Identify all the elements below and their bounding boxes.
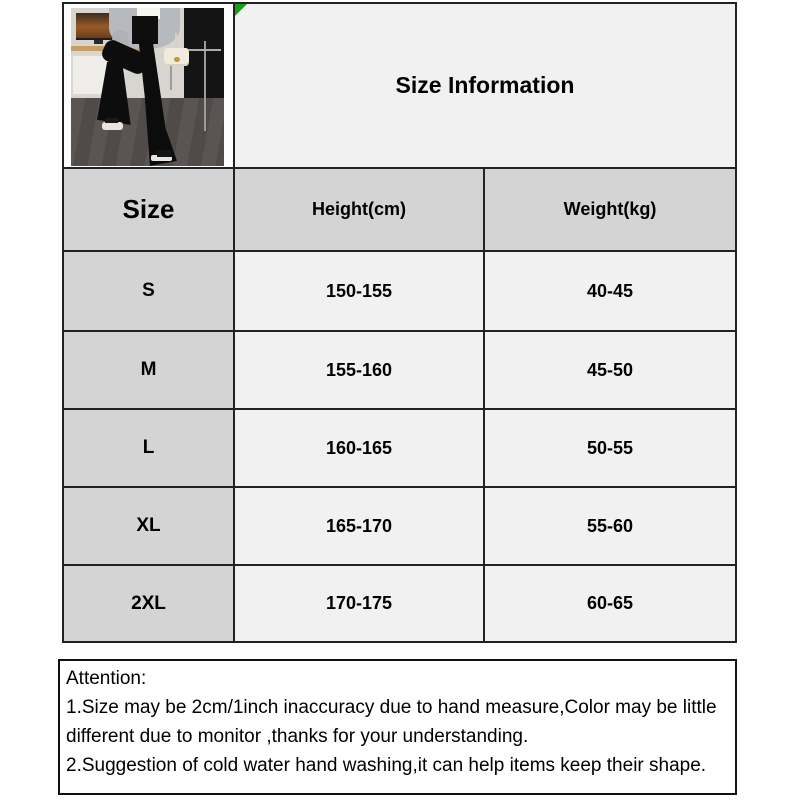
photo-rack-pole-shape xyxy=(204,41,206,131)
page-title: Size Information xyxy=(395,72,575,98)
column-header-weight: Weight(kg) xyxy=(484,168,736,251)
photo-bag-chain-shape xyxy=(175,33,177,49)
table-header-row xyxy=(63,168,736,251)
size-cell: XL xyxy=(63,487,234,565)
table-row-m xyxy=(63,331,736,409)
weight-cell: 40-45 xyxy=(484,251,736,331)
photo-shoe-strap-shape xyxy=(105,118,119,123)
size-cell: 2XL xyxy=(63,565,234,642)
column-header-height: Height(cm) xyxy=(234,168,484,251)
table-row-s xyxy=(63,251,736,331)
height-cell: 170-175 xyxy=(234,565,484,642)
column-header-size: Size xyxy=(63,168,234,251)
table-row-2xl xyxy=(63,565,736,642)
product-photo xyxy=(71,8,224,166)
weight-cell: 50-55 xyxy=(484,409,736,487)
size-cell: L xyxy=(63,409,234,487)
photo-bag-clasp-shape xyxy=(174,57,180,62)
table-row-l xyxy=(63,409,736,487)
photo-shoe-toe-shape xyxy=(157,150,172,156)
weight-cell: 55-60 xyxy=(484,487,736,565)
size-information-table xyxy=(62,2,737,643)
height-cell: 150-155 xyxy=(234,251,484,331)
size-cell: S xyxy=(63,251,234,331)
attention-line-1: 1.Size may be 2cm/1inch inaccuracy due to hand measure,Color may be little xyxy=(66,697,717,718)
attention-heading: Attention: xyxy=(66,668,147,689)
photo-tv-stand-shape xyxy=(94,40,103,45)
weight-cell: 45-50 xyxy=(484,331,736,409)
weight-cell: 60-65 xyxy=(484,565,736,642)
attention-note-box xyxy=(58,659,737,795)
attention-line-1-cont: different due to monitor ,thanks for your understanding. xyxy=(66,726,529,747)
size-cell: M xyxy=(63,331,234,409)
height-cell: 155-160 xyxy=(234,331,484,409)
height-cell: 160-165 xyxy=(234,409,484,487)
green-corner-marker-icon xyxy=(235,4,247,16)
product-photo-cell xyxy=(63,3,234,168)
table-title-cell xyxy=(234,3,736,168)
photo-platform-shoe-shape xyxy=(102,122,123,130)
table-row-xl xyxy=(63,487,736,565)
photo-title-row xyxy=(63,3,736,168)
height-cell: 165-170 xyxy=(234,487,484,565)
attention-line-2: 2.Suggestion of cold water hand washing,it can help items keep their shape. xyxy=(66,755,707,776)
